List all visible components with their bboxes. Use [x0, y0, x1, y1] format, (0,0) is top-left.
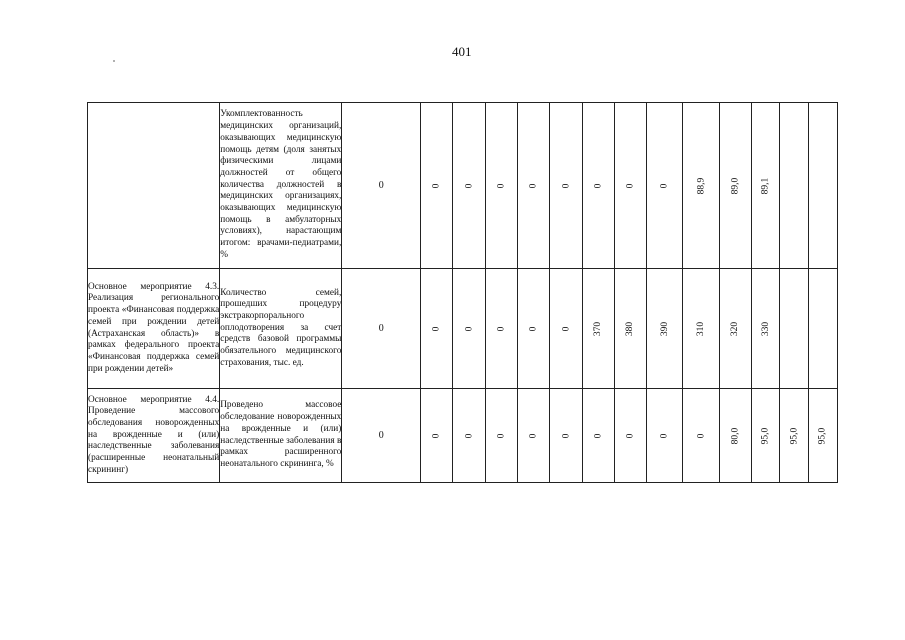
value-cell	[780, 269, 808, 389]
value-text: 0	[496, 183, 507, 188]
value-cell	[582, 389, 614, 483]
value-cell	[614, 389, 646, 483]
value-cell	[550, 269, 582, 389]
value-text: 0	[659, 183, 670, 188]
value-text: 88,9	[696, 177, 707, 194]
value-cell	[808, 103, 837, 269]
value-text: 0	[625, 433, 636, 438]
value-cell	[780, 103, 808, 269]
value-cell	[752, 269, 780, 389]
value-text: 0	[431, 183, 442, 188]
value-cell	[614, 103, 646, 269]
value-text: 95,0	[760, 427, 771, 444]
value-cell	[683, 269, 719, 389]
value-text: 310	[696, 321, 707, 336]
value-cell	[614, 269, 646, 389]
value-text: 0	[593, 433, 604, 438]
value-cell	[453, 389, 485, 483]
value-cell	[808, 269, 837, 389]
value-cell	[421, 389, 453, 483]
base-value-cell: 0	[342, 269, 421, 389]
value-text: 0	[464, 326, 475, 331]
value-text: 0	[464, 183, 475, 188]
value-cell	[485, 269, 517, 389]
value-text: 89,1	[760, 177, 771, 194]
value-cell	[550, 103, 582, 269]
table-row	[88, 103, 838, 269]
value-cell	[517, 389, 549, 483]
scan-speck	[113, 60, 115, 62]
activity-cell: Основное мероприятие 4.3. Реализация регионального проекта «Финансовая поддержка семей при рождении детей (Астраханская область)» в рамках федерального проекта «Финансовая поддержка семей при рождении детей»	[88, 269, 220, 389]
value-cell	[453, 103, 485, 269]
value-cell	[719, 389, 751, 483]
value-text: 0	[696, 433, 707, 438]
value-text: 0	[528, 433, 539, 438]
value-cell	[647, 269, 683, 389]
indicator-cell: Проведено массовое обследование новорожденных на врожденные и (или) наследственные заболевания в рамках расширенного неонатального скрининга, %	[220, 389, 342, 483]
value-cell	[485, 103, 517, 269]
value-text: 0	[593, 183, 604, 188]
value-cell	[647, 389, 683, 483]
value-text: 0	[496, 433, 507, 438]
value-cell	[752, 389, 780, 483]
value-text: 330	[760, 321, 771, 336]
value-text: 0	[560, 326, 571, 331]
value-text: 0	[625, 183, 636, 188]
value-cell	[683, 389, 719, 483]
value-cell	[752, 103, 780, 269]
value-cell	[517, 269, 549, 389]
value-cell	[517, 103, 549, 269]
value-text: 0	[464, 433, 475, 438]
value-text: 0	[560, 433, 571, 438]
page-number: 401	[452, 44, 472, 59]
value-cell	[719, 269, 751, 389]
table-row	[88, 269, 838, 389]
value-cell	[808, 389, 837, 483]
value-text: 0	[496, 326, 507, 331]
activity-cell: Основное мероприятие 4.4. Проведение массового обследования новорожденных на врожденные и (или) наследственные заболевания (расширенные неонатальный скрининг)	[88, 389, 220, 483]
indicator-cell: Количество семей, прошедших процедуру экстракорпорального оплодотворения за счет средств базовой программы обязательного медицинского страхования, тыс. ед.	[220, 269, 342, 389]
value-text: 0	[431, 433, 442, 438]
value-text: 370	[593, 321, 604, 336]
table-row	[88, 389, 838, 483]
value-cell	[421, 103, 453, 269]
value-text: 95,0	[817, 427, 828, 444]
value-cell	[647, 103, 683, 269]
value-cell	[582, 269, 614, 389]
value-text: 80,0	[730, 427, 741, 444]
value-text: 89,0	[730, 177, 741, 194]
value-cell	[582, 103, 614, 269]
value-text: 0	[659, 433, 670, 438]
value-cell	[485, 389, 517, 483]
base-value-cell: 0	[342, 389, 421, 483]
value-text: 0	[528, 326, 539, 331]
value-cell	[421, 269, 453, 389]
indicator-table	[87, 102, 838, 483]
value-text: 380	[625, 321, 636, 336]
value-text: 0	[528, 183, 539, 188]
activity-cell	[88, 103, 220, 269]
value-text: 0	[560, 183, 571, 188]
base-value-cell: 0	[342, 103, 421, 269]
value-text: 320	[730, 321, 741, 336]
value-text: 95,0	[788, 427, 799, 444]
value-cell	[719, 103, 751, 269]
value-cell	[550, 389, 582, 483]
value-cell	[683, 103, 719, 269]
value-cell	[780, 389, 808, 483]
value-text: 390	[659, 321, 670, 336]
value-text: 0	[431, 326, 442, 331]
indicator-cell: Укомплектованность медицинских организаций, оказывающих медицинскую помощь детям (доля занятых физическими лицами должностей от общего количества должностей в медицинских организациях, оказывающих медицинскую помощь в амбулаторных условиях), нарастающим итогом: врачами-педиатрами, %	[220, 103, 342, 269]
value-cell	[453, 269, 485, 389]
